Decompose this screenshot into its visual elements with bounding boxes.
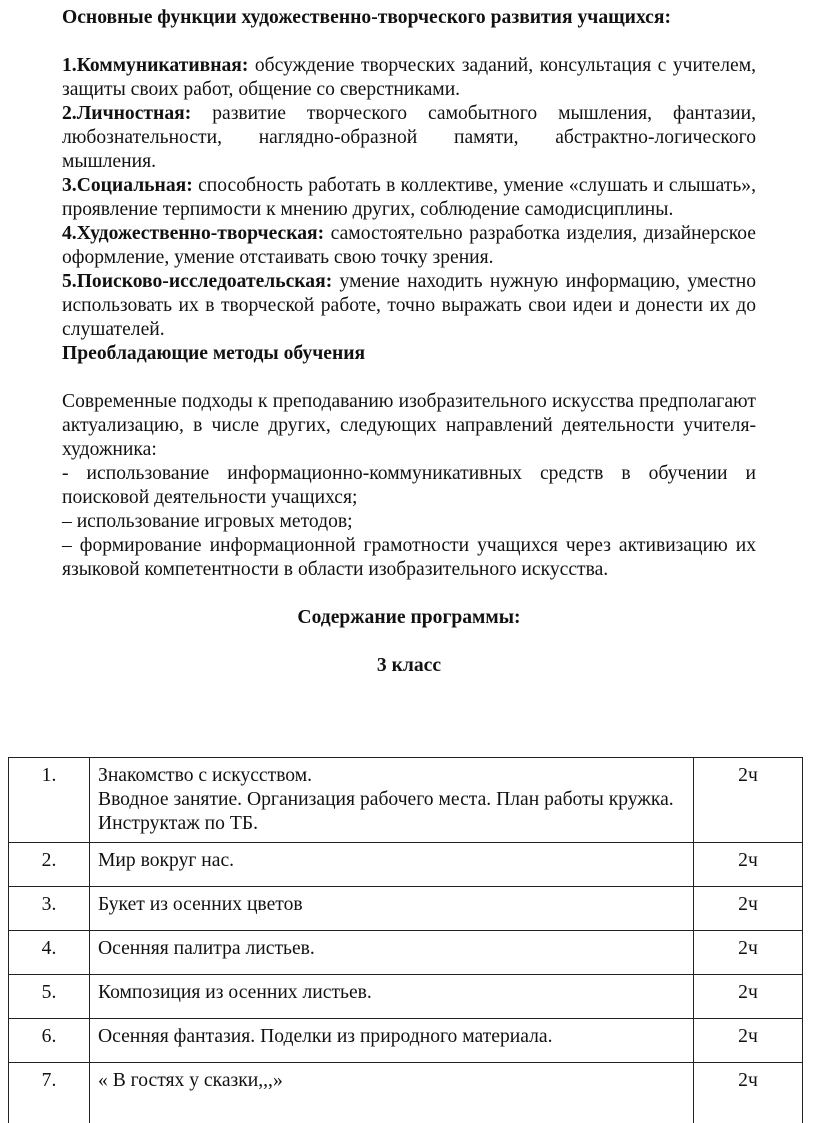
row-number: 1. [9, 758, 90, 843]
functions-heading: Основные функции художественно-творческого развития учащихся: [62, 6, 756, 30]
function-text: способность работать в коллективе, умение «слушать и слышать», проявление терпимости к мнению других, соблюдение самодисциплины. [62, 175, 756, 220]
spacer [62, 30, 756, 54]
row-hours: 2ч [694, 931, 803, 975]
program-heading: Содержание программы: [62, 606, 756, 630]
methods-heading: Преобладающие методы обучения [62, 342, 756, 366]
function-item-research [62, 270, 756, 342]
function-label: 5.Поисково-исследоательская: [62, 271, 332, 292]
methods-intro: Современные подходы к преподаванию изобразительного искусства предполагают актуализацию, в числе других, следующих направлений деятельности учителя-художника: [62, 390, 756, 462]
row-topic: Осенняя фантазия. Поделки из природного материала. [90, 1019, 694, 1063]
table-row [9, 887, 803, 931]
row-topic: « В гостях у сказки,,,» [90, 1063, 694, 1123]
function-item-artistic [62, 222, 756, 270]
row-topic: Мир вокруг нас. [90, 843, 694, 887]
row-hours: 2ч [694, 1063, 803, 1123]
table-row [9, 931, 803, 975]
row-topic-line: Вводное занятие. Организация рабочего места. План работы кружка. Инструктаж по ТБ. [98, 788, 685, 836]
table-row [9, 975, 803, 1019]
methods-item: – использование игровых методов; [62, 510, 756, 534]
function-text: обсуждение творческих заданий, консультация с учителем, защиты своих работ, общение со сверстниками. [62, 55, 756, 100]
function-text: самостоятельно разработка изделия, дизайнерское оформление, умение отстаивать свою точку зрения. [62, 223, 756, 268]
row-topic: Композиция из осенних листьев. [90, 975, 694, 1019]
row-hours: 2ч [694, 975, 803, 1019]
row-number: 2. [9, 843, 90, 887]
table-row [9, 843, 803, 887]
table-row [9, 758, 803, 843]
document-page [62, 6, 756, 678]
function-text: умение находить нужную информацию, уместно использовать их в творческой работе, точно выражать свои идеи и донести их до слушателей. [62, 271, 756, 340]
row-number: 7. [9, 1063, 90, 1123]
function-text: развитие творческого самобытного мышления, фантазии, любознательности, наглядно-образной памяти, абстрактно-логического мышления. [62, 103, 756, 172]
methods-item: – формирование информационной грамотности учащихся через активизацию их языковой компетентности в области изобразительного искусства. [62, 534, 756, 582]
function-label: 2.Личностная: [62, 103, 191, 124]
row-number: 6. [9, 1019, 90, 1063]
function-label: 1.Коммуникативная: [62, 55, 248, 76]
function-item-social [62, 174, 756, 222]
function-item-personal [62, 102, 756, 174]
row-number: 3. [9, 887, 90, 931]
row-number: 5. [9, 975, 90, 1019]
row-topic-line: Знакомство с искусством. [98, 764, 685, 788]
row-hours: 2ч [694, 887, 803, 931]
function-item-communicative [62, 54, 756, 102]
row-topic [90, 758, 694, 843]
function-label: 4.Художественно-творческая: [62, 223, 324, 244]
row-hours: 2ч [694, 758, 803, 843]
grade-heading: 3 класс [62, 654, 756, 678]
table-row [9, 1063, 803, 1123]
spacer [62, 630, 756, 654]
row-topic: Осенняя палитра листьев. [90, 931, 694, 975]
row-number: 4. [9, 931, 90, 975]
row-topic: Букет из осенних цветов [90, 887, 694, 931]
function-label: 3.Социальная: [62, 175, 193, 196]
row-hours: 2ч [694, 843, 803, 887]
spacer [62, 366, 756, 390]
spacer [62, 582, 756, 606]
table-row [9, 1019, 803, 1063]
methods-item: - использование информационно-коммуникативных средств в обучении и поисковой деятельности учащихся; [62, 462, 756, 510]
program-table [8, 757, 803, 1123]
row-hours: 2ч [694, 1019, 803, 1063]
